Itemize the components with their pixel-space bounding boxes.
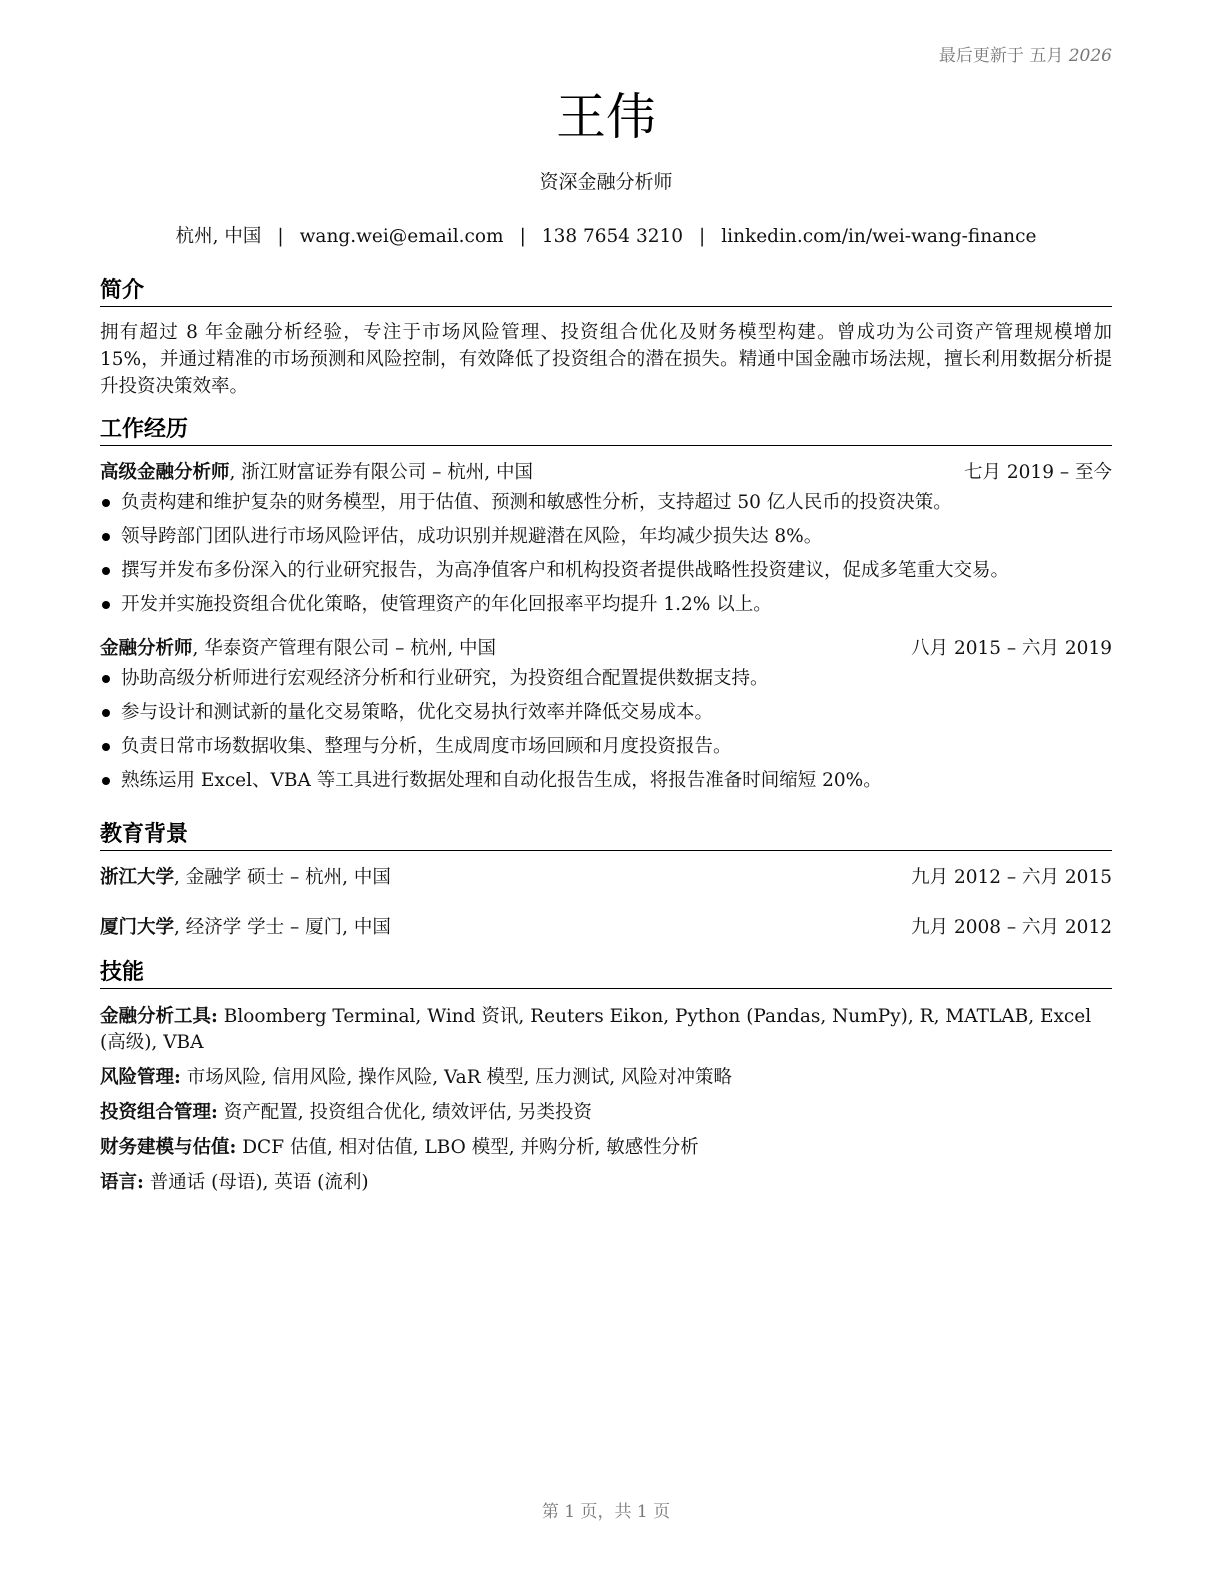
skill-value: DCF 估值, 相对估值, LBO 模型, 并购分析, 敏感性分析 xyxy=(236,1137,699,1158)
skill-label: 风险管理: xyxy=(100,1067,181,1088)
skill-line xyxy=(100,1100,1112,1126)
job-header xyxy=(100,635,1112,663)
job-company: , 浙江财富证券有限公司 – 杭州, 中国 xyxy=(229,462,534,483)
bullet-icon xyxy=(102,777,110,785)
list-item: 撰写并发布多份深入的行业研究报告，为高净值客户和机构投资者提供战略性投资建议，促成多笔重大交易。 xyxy=(100,558,1112,584)
skills-heading: 技能 xyxy=(100,958,1112,989)
candidate-title: 资深金融分析师 xyxy=(539,171,673,193)
summary-section xyxy=(100,276,1112,400)
bullet-icon xyxy=(102,743,110,751)
list-item: 领导跨部门团队进行市场风险评估，成功识别并规避潜在风险，年均减少损失达 8%。 xyxy=(100,524,1112,550)
skill-label: 语言: xyxy=(100,1172,144,1193)
list-item: 负责日常市场数据收集、整理与分析，生成周度市场回顾和月度投资报告。 xyxy=(100,734,1112,760)
page-number: 第 1 页，共 1 页 xyxy=(541,1502,671,1522)
skill-line xyxy=(100,1170,1112,1196)
last-updated-year: 2026 xyxy=(1068,46,1112,66)
job-header xyxy=(100,459,1112,487)
skill-label: 金融分析工具: xyxy=(100,1006,218,1027)
contact-separator: | xyxy=(519,226,526,247)
school-dates: 九月 2012 – 六月 2015 xyxy=(911,867,1112,888)
skills-section xyxy=(100,958,1112,1205)
list-item: 参与设计和测试新的量化交易策略，优化交易执行效率并降低交易成本。 xyxy=(100,700,1112,726)
skill-line xyxy=(100,1135,1112,1161)
summary-text: 拥有超过 8 年金融分析经验，专注于市场风险管理、投资组合优化及财务模型构建。曾成功为公司资产管理规模增加 15%，并通过精准的市场预测和风险控制，有效降低了投资组合的潜在损失。精通中国金融市场法规，擅长利用数据分析提升投资决策效率。 xyxy=(100,322,1112,397)
list-item: 熟练运用 Excel、VBA 等工具进行数据处理和自动化报告生成，将报告准备时间缩短 20%。 xyxy=(100,768,1112,794)
job-company: , 华泰资产管理有限公司 – 杭州, 中国 xyxy=(192,638,497,659)
job-role: 金融分析师 xyxy=(100,638,193,659)
contact-phone[interactable]: 138 7654 3210 xyxy=(541,226,684,247)
skill-value: Bloomberg Terminal, Wind 资讯, Reuters Eikon, Python (Pandas, NumPy), R, MATLAB, Excel (高级), VBA xyxy=(100,1006,1092,1053)
last-updated-label: 最后更新于 五月 xyxy=(938,46,1064,66)
skill-label: 投资组合管理: xyxy=(100,1102,218,1123)
contact-separator: | xyxy=(699,226,706,247)
job-dates: 八月 2015 – 六月 2019 xyxy=(911,638,1112,659)
bullet-icon xyxy=(102,709,110,717)
last-updated xyxy=(939,44,1112,68)
education-heading: 教育背景 xyxy=(100,820,1112,851)
skill-label: 财务建模与估值: xyxy=(100,1137,237,1158)
skill-value: 普通话 (母语), 英语 (流利) xyxy=(143,1172,369,1193)
candidate-name: 王伟 xyxy=(556,88,656,146)
skill-line xyxy=(100,1065,1112,1091)
skill-line xyxy=(100,1004,1112,1056)
bullet-icon xyxy=(102,499,110,507)
job-bullets xyxy=(100,666,1112,794)
bullet-icon xyxy=(102,533,110,541)
contact-email[interactable]: wang.wei@email.com xyxy=(299,226,504,247)
school-detail: , 经济学 学士 – 厦门, 中国 xyxy=(174,917,391,938)
education-entry xyxy=(100,914,1112,942)
list-item: 开发并实施投资组合优化策略，使管理资产的年化回报率平均提升 1.2% 以上。 xyxy=(100,592,1112,618)
summary-heading: 简介 xyxy=(100,276,1112,307)
bullet-icon xyxy=(102,601,110,609)
experience-heading: 工作经历 xyxy=(100,415,1112,446)
list-item: 负责构建和维护复杂的财务模型，用于估值、预测和敏感性分析，支持超过 50 亿人民币的投资决策。 xyxy=(100,490,1112,516)
resume-page xyxy=(100,0,1112,1584)
experience-section xyxy=(100,415,1112,802)
school-dates: 九月 2008 – 六月 2012 xyxy=(911,917,1112,938)
job-dates: 七月 2019 – 至今 xyxy=(964,462,1112,483)
contact-linkedin[interactable]: linkedin.com/in/wei-wang-finance xyxy=(721,226,1037,247)
school-name: 浙江大学 xyxy=(100,867,175,888)
school-detail: , 金融学 硕士 – 杭州, 中国 xyxy=(174,867,391,888)
list-item: 协助高级分析师进行宏观经济分析和行业研究，为投资组合配置提供数据支持。 xyxy=(100,666,1112,692)
education-entry xyxy=(100,864,1112,892)
contact-separator: | xyxy=(277,226,284,247)
job-entry xyxy=(100,459,1112,618)
contact-line xyxy=(100,224,1112,250)
bullet-icon xyxy=(102,567,110,575)
education-section xyxy=(100,820,1112,942)
skill-value: 资产配置, 投资组合优化, 绩效评估, 另类投资 xyxy=(217,1102,593,1123)
job-entry xyxy=(100,635,1112,794)
school-name: 厦门大学 xyxy=(100,917,175,938)
contact-location: 杭州, 中国 xyxy=(175,226,262,247)
job-role: 高级金融分析师 xyxy=(100,462,230,483)
job-bullets xyxy=(100,490,1112,618)
skill-value: 市场风险, 信用风险, 操作风险, VaR 模型, 压力测试, 风险对冲策略 xyxy=(180,1067,733,1088)
bullet-icon xyxy=(102,675,110,683)
